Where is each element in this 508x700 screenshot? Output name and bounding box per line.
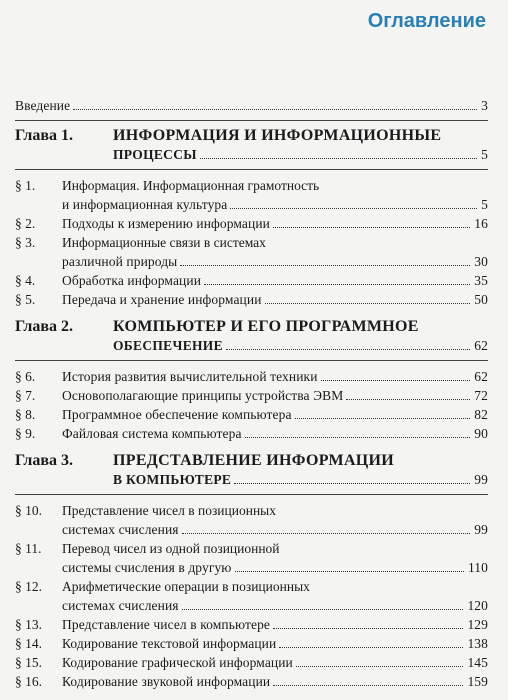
section-page: 30 <box>470 252 488 271</box>
section-title-line: системах счисления <box>62 520 182 539</box>
section-title-line: и информационная культура <box>62 195 230 214</box>
section-number: § 11. <box>15 541 42 556</box>
section-title-line: системы счисления в другую <box>62 558 235 577</box>
section-number: § 6. <box>15 369 36 384</box>
section-number: § 14. <box>15 636 42 651</box>
chapter-title-line: ПРОЦЕССЫ <box>113 145 200 164</box>
chapter-label: Глава 1. <box>15 127 73 144</box>
section-page: 72 <box>470 386 488 405</box>
toc-section[interactable] <box>15 615 488 634</box>
section-number: § 16. <box>15 674 42 689</box>
chapter-title-line: ПРЕДСТАВЛЕНИЕ ИНФОРМАЦИИ <box>113 452 395 469</box>
section-page: 159 <box>463 672 488 691</box>
section-page: 62 <box>470 367 488 386</box>
section-number: § 7. <box>15 388 36 403</box>
section-title-line: Основополагающие принципы устройства ЭВМ <box>62 386 346 405</box>
chapter-1 <box>15 127 488 309</box>
divider <box>15 494 488 495</box>
section-page: 50 <box>470 290 488 309</box>
section-number: § 2. <box>15 216 36 231</box>
leader-dots <box>273 628 463 629</box>
section-title-line: различной природы <box>62 252 180 271</box>
section-number: § 4. <box>15 273 36 288</box>
leader-dots <box>200 158 477 159</box>
section-number: § 8. <box>15 407 36 422</box>
section-number: § 13. <box>15 617 42 632</box>
chapter-title-line: ОБЕСПЕЧЕНИЕ <box>113 336 226 355</box>
section-title-line: Кодирование текстовой информации <box>62 634 279 653</box>
leader-dots <box>273 685 463 686</box>
section-page: 110 <box>464 558 488 577</box>
chapter-title-line: ИНФОРМАЦИЯ И ИНФОРМАЦИОННЫЕ <box>113 127 442 144</box>
toc-section[interactable] <box>15 672 488 691</box>
leader-dots <box>245 437 471 438</box>
table-of-contents <box>15 96 488 691</box>
section-title-line: Информационные связи в системах <box>62 235 266 250</box>
section-page: 129 <box>463 615 488 634</box>
page-title: Оглавление <box>367 10 486 32</box>
toc-section[interactable] <box>15 634 488 653</box>
section-title-line: Обработка информации <box>62 271 204 290</box>
section-page: 145 <box>463 653 488 672</box>
leader-dots <box>204 284 470 285</box>
section-page: 99 <box>470 520 488 539</box>
section-title-line: Программное обеспечение компьютера <box>62 405 295 424</box>
leader-dots <box>230 208 477 209</box>
toc-section[interactable] <box>15 290 488 309</box>
section-title-line: История развития вычислительной техники <box>62 367 321 386</box>
chapter-heading[interactable] <box>15 318 488 355</box>
toc-section[interactable] <box>15 653 488 672</box>
toc-section[interactable] <box>15 501 488 539</box>
section-number: § 3. <box>15 235 36 250</box>
divider <box>15 360 488 361</box>
leader-dots <box>279 647 463 648</box>
leader-dots <box>73 109 477 110</box>
chapter-heading[interactable] <box>15 127 488 164</box>
section-number: § 12. <box>15 579 42 594</box>
toc-intro[interactable] <box>15 96 488 115</box>
leader-dots <box>265 303 471 304</box>
toc-section[interactable] <box>15 539 488 577</box>
leader-dots <box>235 571 464 572</box>
section-title-line: Информация. Информационная грамотность <box>62 178 320 193</box>
toc-section[interactable] <box>15 424 488 443</box>
section-page: 138 <box>463 634 488 653</box>
section-title-line: Кодирование звуковой информации <box>62 672 273 691</box>
section-number: § 9. <box>15 426 36 441</box>
section-title-line: Представление чисел в позиционных <box>62 503 276 518</box>
section-page: 90 <box>470 424 488 443</box>
leader-dots <box>182 533 471 534</box>
section-number: § 15. <box>15 655 42 670</box>
section-page: 5 <box>477 195 488 214</box>
intro-page: 3 <box>477 96 488 115</box>
intro-label: Введение <box>15 96 73 115</box>
section-page: 120 <box>463 596 488 615</box>
section-page: 82 <box>470 405 488 424</box>
leader-dots <box>226 349 470 350</box>
section-title-line: Представление чисел в компьютере <box>62 615 273 634</box>
section-title-line: системах счисления <box>62 596 182 615</box>
toc-section[interactable] <box>15 176 488 214</box>
leader-dots <box>180 265 470 266</box>
leader-dots <box>321 380 471 381</box>
leader-dots <box>346 399 470 400</box>
toc-section[interactable] <box>15 367 488 386</box>
leader-dots <box>273 227 470 228</box>
section-title-line: Подходы к измерению информации <box>62 214 273 233</box>
toc-section[interactable] <box>15 214 488 233</box>
section-title-line: Файловая система компьютера <box>62 424 245 443</box>
section-title-line: Кодирование графической информации <box>62 653 296 672</box>
leader-dots <box>234 483 470 484</box>
section-number: § 10. <box>15 503 42 518</box>
leader-dots <box>295 418 471 419</box>
chapter-label: Глава 2. <box>15 318 73 335</box>
chapter-label: Глава 3. <box>15 452 73 469</box>
divider <box>15 169 488 170</box>
toc-section[interactable] <box>15 405 488 424</box>
chapter-title-line: В КОМПЬЮТЕРЕ <box>113 470 234 489</box>
section-title-line: Арифметические операции в позиционных <box>62 579 310 594</box>
chapter-page: 5 <box>477 145 488 164</box>
chapter-heading[interactable] <box>15 452 488 489</box>
toc-section[interactable] <box>15 233 488 271</box>
chapter-title-line: КОМПЬЮТЕР И ЕГО ПРОГРАММНОЕ <box>113 318 419 335</box>
chapter-3 <box>15 452 488 691</box>
section-page: 35 <box>470 271 488 290</box>
divider <box>15 120 488 121</box>
leader-dots <box>182 609 464 610</box>
chapter-page: 62 <box>470 336 488 355</box>
leader-dots <box>296 666 464 667</box>
chapter-page: 99 <box>470 470 488 489</box>
toc-section[interactable] <box>15 271 488 290</box>
toc-section[interactable] <box>15 386 488 405</box>
section-page: 16 <box>470 214 488 233</box>
chapter-2 <box>15 318 488 443</box>
toc-section[interactable] <box>15 577 488 615</box>
section-title-line: Перевод чисел из одной позиционной <box>62 541 280 556</box>
section-number: § 1. <box>15 178 36 193</box>
section-number: § 5. <box>15 292 36 307</box>
section-title-line: Передача и хранение информации <box>62 290 265 309</box>
